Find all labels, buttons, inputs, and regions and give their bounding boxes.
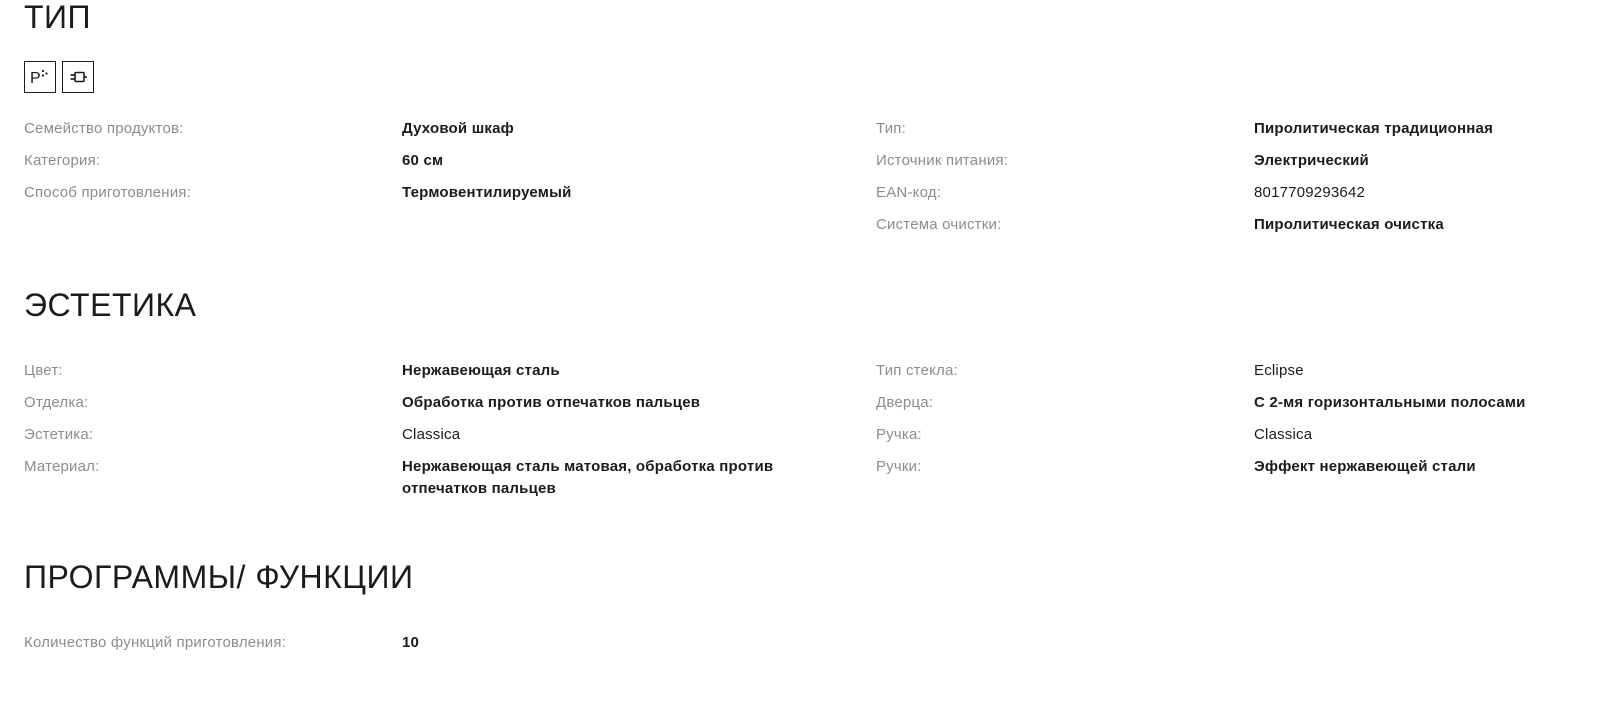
spec-label: Эстетика: [24, 426, 94, 444]
spec-label: Источник питания: [876, 152, 1009, 170]
spec-value: 10 [402, 634, 420, 652]
spec-row [876, 424, 1610, 446]
spec-label: Количество функций приготовления: [24, 634, 287, 652]
aesthetics-left-column [0, 360, 805, 510]
aesthetics-columns [0, 360, 1611, 510]
power-plug-icon [62, 61, 94, 93]
spec-label: Цвет: [24, 362, 63, 380]
spec-label: EAN-код: [876, 184, 942, 202]
spec-label: Тип стекла: [876, 362, 958, 380]
spec-value: Духовой шкаф [402, 120, 514, 138]
programs-left-column [0, 632, 805, 664]
spec-row [24, 456, 805, 500]
spec-label: Ручка: [876, 426, 922, 444]
spec-row [24, 360, 805, 382]
spec-label: Семейство продуктов: [24, 120, 184, 138]
type-right-column [805, 118, 1610, 246]
spec-row [24, 424, 805, 446]
spec-label: Система очистки: [876, 216, 1002, 234]
spec-value: Эффект нержавеющей стали [1254, 458, 1476, 476]
spec-label: Отделка: [24, 394, 89, 412]
spec-row [24, 118, 805, 140]
section-aesthetics [0, 288, 1611, 510]
programs-columns [0, 632, 1611, 664]
spec-row [24, 182, 805, 204]
section-title-programs: ПРОГРАММЫ/ ФУНКЦИИ [24, 559, 414, 595]
spec-value: Пиролитическая традиционная [1254, 120, 1494, 138]
section-title-aesthetics: ЭСТЕТИКА [24, 287, 197, 323]
aesthetics-right-column [805, 360, 1610, 510]
spec-value: С 2-мя горизонтальными полосами [1254, 394, 1526, 412]
spec-label: Категория: [24, 152, 101, 170]
spec-row [24, 392, 805, 414]
spec-label: Ручки: [876, 458, 922, 476]
type-columns [0, 118, 1611, 246]
spec-label: Дверца: [876, 394, 934, 412]
spec-value: 8017709293642 [1254, 184, 1366, 202]
spec-row [876, 360, 1610, 382]
spec-value: Classica [402, 426, 461, 444]
spec-row [876, 214, 1610, 236]
spec-row [24, 632, 805, 654]
spec-label: Тип: [876, 120, 906, 138]
spec-label: Способ приготовления: [24, 184, 191, 202]
spec-row [876, 456, 1610, 478]
spec-row [876, 182, 1610, 204]
spec-row [876, 392, 1610, 414]
spec-value: Обработка против отпечатков пальцев [402, 394, 701, 412]
spec-value: 60 см [402, 152, 444, 170]
spec-row [876, 150, 1610, 172]
spec-value: Нержавеющая сталь матовая, обработка против отпечатков пальцев [402, 458, 774, 498]
type-left-column [0, 118, 805, 246]
spec-value: Classica [1254, 426, 1313, 444]
programs-right-column [805, 632, 1610, 664]
spec-row [24, 150, 805, 172]
spec-value: Eclipse [1254, 362, 1304, 380]
spec-value: Электрический [1254, 152, 1369, 170]
section-type [0, 0, 1611, 246]
spec-label: Материал: [24, 458, 100, 476]
svg-text:P: P [30, 70, 41, 88]
spec-row [876, 118, 1610, 140]
section-programs [0, 560, 1611, 664]
spec-value: Термовентилируемый [402, 184, 572, 202]
pyrolytic-icon [24, 61, 56, 93]
spec-value: Нержавеющая сталь [402, 362, 560, 380]
type-icon-row [0, 61, 1611, 93]
spec-value: Пиролитическая очистка [1254, 216, 1444, 234]
section-title-type: ТИП [24, 0, 92, 35]
